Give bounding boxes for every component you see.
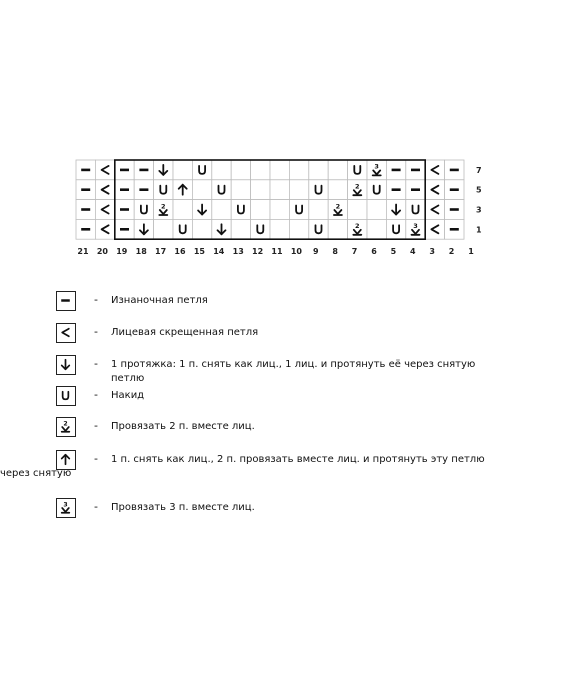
legend-text: Провязать 2 п. вместе лиц. — [111, 421, 255, 432]
chart-cell — [425, 219, 444, 239]
k3tog-icon — [56, 498, 76, 518]
chart-cell — [386, 219, 405, 239]
chart-cell — [212, 200, 231, 220]
chart-cell — [270, 160, 289, 180]
chart-cell — [270, 180, 289, 200]
chart-cell — [251, 219, 270, 239]
chart-cell — [289, 200, 308, 220]
chart-cell — [309, 160, 328, 180]
chart-cell — [251, 200, 270, 220]
purl-symbol — [120, 169, 129, 172]
legend-dash: - — [94, 293, 98, 306]
purl-symbol — [81, 188, 90, 191]
ktbl-icon — [56, 323, 76, 343]
chart-cell — [154, 219, 173, 239]
chart-cell — [328, 180, 347, 200]
chart-cell — [192, 160, 211, 180]
legend-dash: - — [94, 388, 98, 401]
chart-cell — [425, 160, 444, 180]
purl-symbol — [139, 188, 148, 191]
svg-text:3: 3 — [63, 501, 68, 509]
chart-cell — [231, 200, 250, 220]
legend-text: 1 протяжка: 1 п. снять как лиц., 1 лиц. и протянуть её через снятую петлю — [111, 359, 476, 384]
column-label: 16 — [174, 247, 186, 257]
chart-cell — [367, 180, 386, 200]
chart-cell — [328, 160, 347, 180]
chart-cell — [328, 219, 347, 239]
chart-cell — [95, 219, 114, 239]
column-label: 10 — [290, 247, 302, 257]
column-label: 2 — [448, 247, 455, 257]
chart-cell — [367, 219, 386, 239]
legend-dash: - — [94, 500, 98, 513]
chart-cell — [231, 180, 250, 200]
purl-icon — [56, 291, 76, 311]
chart-cell — [348, 200, 367, 220]
column-label: 11 — [271, 247, 283, 257]
row-label: 1 — [476, 225, 482, 235]
column-label: 17 — [155, 247, 167, 257]
chart-cell — [289, 219, 308, 239]
chart-cell — [289, 180, 308, 200]
chart-cell — [309, 200, 328, 220]
down-arrow-icon — [56, 355, 76, 375]
purl-symbol — [450, 228, 459, 231]
k2tog-icon — [56, 417, 76, 437]
chart-cell — [406, 200, 425, 220]
purl-symbol — [450, 169, 459, 172]
chart-cell — [95, 200, 114, 220]
column-label: 14 — [213, 247, 225, 257]
chart-cell — [212, 160, 231, 180]
svg-text:2: 2 — [161, 202, 166, 211]
chart-cell — [95, 160, 114, 180]
svg-text:3: 3 — [413, 222, 418, 231]
chart-cell — [173, 219, 192, 239]
chart-cell — [251, 160, 270, 180]
svg-text:2: 2 — [335, 202, 341, 211]
row-label: 7 — [476, 165, 482, 175]
chart-cell — [348, 160, 367, 180]
chart-cell — [212, 180, 231, 200]
column-label: 4 — [410, 247, 416, 257]
column-label: 8 — [332, 247, 338, 257]
purl-symbol — [120, 188, 129, 191]
row-label: 3 — [476, 205, 482, 215]
chart-cell — [192, 180, 211, 200]
chart-grid — [76, 160, 464, 239]
purl-symbol — [139, 169, 148, 172]
chart-cell — [425, 180, 444, 200]
purl-symbol — [81, 208, 90, 211]
chart-cell — [425, 200, 444, 220]
chart-cell — [289, 160, 308, 180]
purl-symbol — [450, 208, 459, 211]
chart-cell — [95, 180, 114, 200]
purl-symbol — [392, 188, 401, 191]
purl-symbol — [81, 169, 90, 172]
svg-text:2: 2 — [355, 222, 360, 231]
legend-dash: - — [94, 357, 98, 370]
chart-cell — [270, 219, 289, 239]
svg-text:3: 3 — [374, 162, 379, 171]
purl-symbol — [392, 169, 401, 172]
chart-cell — [251, 180, 270, 200]
column-label: 1 — [468, 247, 474, 257]
yarn-over-icon — [56, 386, 76, 406]
legend-dash: - — [94, 325, 98, 338]
purl-symbol — [411, 169, 420, 172]
column-label: 3 — [429, 247, 435, 257]
column-label: 19 — [116, 247, 128, 257]
chart-cell — [173, 160, 192, 180]
legend-text: 1 п. снять как лиц., 2 п. провязать вместе лиц. и протянуть эту петлю через снятую — [0, 454, 485, 479]
column-label: 12 — [252, 247, 264, 257]
legend-text: Изнаночная петля — [111, 295, 208, 306]
purl-symbol — [120, 208, 129, 211]
column-label: 6 — [371, 247, 377, 257]
chart-cell — [270, 200, 289, 220]
chart-cell — [154, 180, 173, 200]
row-label: 5 — [476, 185, 482, 195]
chart-cell — [173, 200, 192, 220]
svg-text:2: 2 — [355, 182, 360, 191]
chart-cell — [231, 160, 250, 180]
legend-dash: - — [94, 452, 98, 465]
svg-text:2: 2 — [63, 420, 68, 428]
legend-text: Накид — [111, 390, 145, 401]
purl-symbol — [411, 188, 420, 191]
column-label: 7 — [351, 247, 358, 257]
column-label: 18 — [135, 247, 147, 257]
legend-text: Провязать 3 п. вместе лиц. — [111, 502, 255, 513]
purl-symbol — [120, 228, 129, 231]
column-label: 20 — [96, 247, 108, 257]
chart-cell — [192, 219, 211, 239]
chart-cell — [134, 200, 153, 220]
column-label: 13 — [232, 247, 244, 257]
column-label: 21 — [77, 247, 89, 257]
column-label: 15 — [193, 247, 205, 257]
chart-cell — [231, 219, 250, 239]
column-label: 9 — [313, 247, 319, 257]
purl-symbol — [450, 188, 459, 191]
column-label: 5 — [390, 247, 397, 257]
chart-cell — [309, 180, 328, 200]
chart-cell — [367, 200, 386, 220]
purl-symbol — [81, 228, 90, 231]
knitting-chart — [0, 0, 565, 270]
legend-text: Лицевая скрещенная петля — [111, 327, 259, 338]
legend-dash: - — [94, 419, 98, 432]
chart-cell — [309, 219, 328, 239]
